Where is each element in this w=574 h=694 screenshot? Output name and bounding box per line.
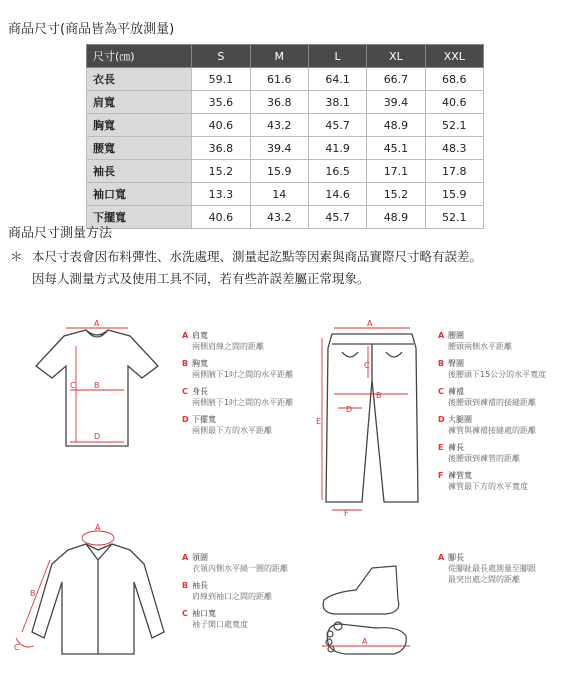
pants-label-c: C <box>364 361 370 370</box>
legend-item: D 下擺寬 兩側最下方的水平距離 <box>182 415 272 435</box>
size-table-title: 商品尺寸(商品皆為平放測量) <box>8 22 175 37</box>
table-cell: 15.2 <box>192 160 250 183</box>
row-label: 胸寬 <box>87 114 192 137</box>
table-row <box>87 91 484 114</box>
header-cell-s: S <box>192 45 250 68</box>
table-row <box>87 114 484 137</box>
header-cell-l: L <box>308 45 366 68</box>
table-row <box>87 206 484 229</box>
foot-label-a: A <box>362 637 368 646</box>
legend-item: A 腰圍 腰頭兩側水平距離 <box>438 331 512 351</box>
size-table <box>86 44 484 229</box>
table-cell: 64.1 <box>308 68 366 91</box>
table-cell: 45.1 <box>367 137 425 160</box>
row-label: 袖長 <box>87 160 192 183</box>
legend-item: A 腳長 從腳趾最長處測量至腳跟 最突出處之間的距離 <box>438 553 536 584</box>
shirt-diagram <box>6 520 176 660</box>
legend-item: E 褲長 後腰頭到褲管的距離 <box>438 443 520 463</box>
pants-label-b: B <box>376 391 382 400</box>
table-cell: 13.3 <box>192 183 250 206</box>
table-cell: 48.9 <box>367 206 425 229</box>
header-cell-xl: XL <box>367 45 425 68</box>
note-line-1: 本尺寸表會因布料彈性、水洗處理、測量起訖點等因素與商品實際尺寸略有誤差。 <box>32 249 483 264</box>
table-cell: 52.1 <box>425 206 483 229</box>
row-label: 衣長 <box>87 68 192 91</box>
note-line-2: 因每人測量方式及使用工具不同，若有些許誤差屬正常現象。 <box>32 271 370 286</box>
table-cell: 43.2 <box>250 114 308 137</box>
table-cell: 40.6 <box>425 91 483 114</box>
table-cell: 17.1 <box>367 160 425 183</box>
table-cell: 61.6 <box>250 68 308 91</box>
legend-item: A 領圍 衣領內側水平繞一圈的距離 <box>182 553 288 573</box>
row-label: 肩寬 <box>87 91 192 114</box>
shirt-label-b: B <box>30 589 36 598</box>
row-label: 袖口寬 <box>87 183 192 206</box>
size-table-header-row <box>87 45 484 68</box>
table-cell: 15.2 <box>367 183 425 206</box>
legend-item: B 袖長 肩線到袖口之間的距離 <box>182 581 272 601</box>
pants-label-a: A <box>367 319 373 328</box>
pants-label-d: D <box>346 405 353 414</box>
table-cell: 59.1 <box>192 68 250 91</box>
table-row <box>87 137 484 160</box>
table-cell: 40.6 <box>192 206 250 229</box>
pants-diagram <box>312 318 432 518</box>
note-bullet: ＊ <box>10 249 23 264</box>
table-cell: 36.8 <box>192 137 250 160</box>
table-cell: 45.7 <box>308 206 366 229</box>
table-cell: 68.6 <box>425 68 483 91</box>
table-cell: 43.2 <box>250 206 308 229</box>
table-cell: 41.9 <box>308 137 366 160</box>
table-cell: 17.8 <box>425 160 483 183</box>
table-row <box>87 160 484 183</box>
legend-item: F 褲管寬 褲管最下方的水平寬度 <box>438 471 528 491</box>
table-cell: 40.6 <box>192 114 250 137</box>
table-cell: 16.5 <box>308 160 366 183</box>
measurement-note <box>10 246 570 290</box>
table-cell: 66.7 <box>367 68 425 91</box>
table-cell: 52.1 <box>425 114 483 137</box>
row-label: 下擺寬 <box>87 206 192 229</box>
pants-legend <box>438 330 570 498</box>
tshirt-diagram <box>20 318 170 458</box>
header-cell-xxl: XXL <box>425 45 483 68</box>
table-cell: 35.6 <box>192 91 250 114</box>
table-cell: 45.7 <box>308 114 366 137</box>
pants-label-e: E <box>316 417 322 426</box>
table-cell: 14.6 <box>308 183 366 206</box>
table-cell: 15.9 <box>425 183 483 206</box>
tshirt-label-a: A <box>94 319 100 328</box>
table-cell: 14 <box>250 183 308 206</box>
tshirt-label-d: D <box>94 432 101 441</box>
legend-item: A 肩寬 兩側肩線之間的距離 <box>182 331 264 351</box>
legend-item: C 褲襠 後腰頭到褲襠的接縫距離 <box>438 387 536 407</box>
table-cell: 39.4 <box>250 137 308 160</box>
table-cell: 38.1 <box>308 91 366 114</box>
table-cell: 36.8 <box>250 91 308 114</box>
table-cell: 48.3 <box>425 137 483 160</box>
table-cell: 39.4 <box>367 91 425 114</box>
measure-method-title: 商品尺寸測量方法 <box>8 226 113 241</box>
shirt-label-c: C <box>14 643 20 652</box>
tshirt-legend <box>182 330 302 442</box>
table-cell: 48.9 <box>367 114 425 137</box>
row-label: 腰寬 <box>87 137 192 160</box>
pants-label-f: F <box>344 509 349 518</box>
table-row <box>87 183 484 206</box>
shirt-label-a: A <box>95 523 101 532</box>
legend-item: C 身長 兩側腋下1吋之間的水平距離 <box>182 387 294 407</box>
shirt-legend <box>182 552 314 636</box>
legend-item: B 臀圍 後腰頭下15公分的水平寬度 <box>438 359 547 379</box>
header-cell-m: M <box>250 45 308 68</box>
header-cell-unit: 尺寸(㎝) <box>87 45 192 68</box>
legend-item: B 胸寬 兩側腋下1吋之間的水平距離 <box>182 359 294 379</box>
foot-diagram <box>316 556 426 666</box>
table-row <box>87 68 484 91</box>
tshirt-label-b: B <box>94 381 100 390</box>
foot-legend <box>438 552 570 591</box>
table-cell: 15.9 <box>250 160 308 183</box>
legend-item: D 大腿圍 褲管與褲襠接縫處的距離 <box>438 415 536 435</box>
legend-item: C 袖口寬 袖子開口處寬度 <box>182 609 248 629</box>
tshirt-label-c: C <box>70 381 76 390</box>
